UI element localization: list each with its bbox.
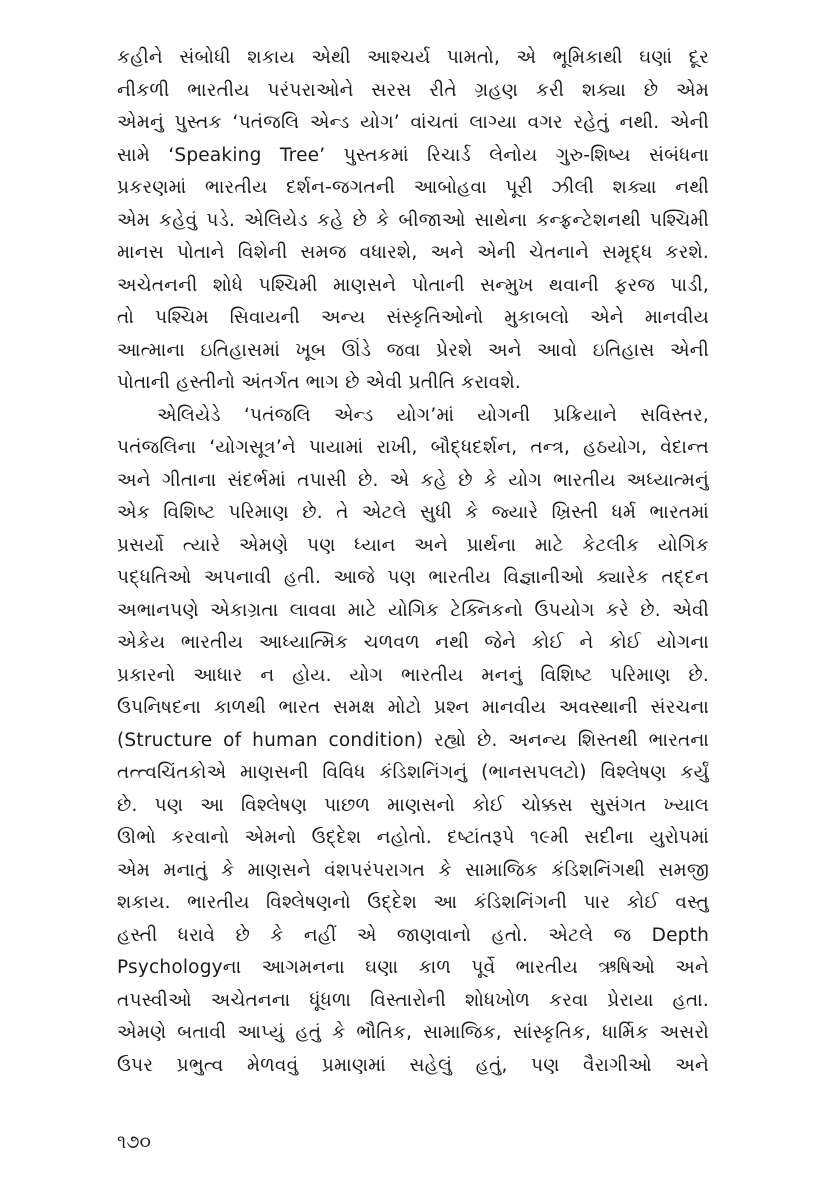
page-number: ૧૭૦ (117, 1131, 151, 1153)
text-line: પ્રકરણમાં ભારતીય દર્શન-જગતની આબોહવા પૂરી ઝીલી શક્યા નથી (117, 177, 709, 198)
text-line: તપસ્વીઓ અચેતનના ધૂંધળા વિસ્તારોની શોધખોળ કરવા પ્રેરાયા હતા. (117, 989, 709, 1011)
text-line: એમનું પુસ્તક ‘પતંજલિ એન્ડ યોગ’ વાંચતાં લાગ્યા વગર રહેતું નથી. એની (117, 112, 709, 133)
paragraph-1 (117, 42, 709, 400)
text-line: સામે ‘Speaking Tree’ પુસ્તકમાં રિચાર્ડ લેનોય ગુરુ-શિષ્ય સંબંધના (117, 144, 709, 166)
text-line: તત્ત્વચિંતકોએ માણસની વિવિધ કંડિશનિંગનું (ભાનસપલટો) વિશ્લેષણ કર્યું (117, 762, 709, 783)
text-line: પ્રસર્યો ત્યારે એમણે પણ ધ્યાન અને પ્રાર્થના માટે કેટલીક યોગિક (117, 534, 709, 556)
text-line: Psychologyના આગમનના ઘણા કાળ પૂર્વે ભારતીય ઋષિઓ અને (117, 957, 709, 978)
text-line: (Structure of human condition) રહ્યો છે. અનન્ય શિસ્તથી ભારતના (117, 729, 709, 751)
text-line: એમ કહેવું પડે. એલિયેડ કહે છે કે બીજાઓ સાથેના કન્ફ્રન્ટેશનથી પશ્ચિમી (117, 209, 709, 231)
text-line: એલિયેડે ‘પતંજલિ એન્ડ યોગ’માં યોગની પ્રક્રિયાને સવિસ્તર, (157, 404, 709, 426)
text-line: અચેતનની શોધે પશ્ચિમી માણસને પોતાની સન્મુખ થવાની ફરજ પાડી, (117, 274, 709, 296)
text-line: એમણે બતાવી આપ્યું હતું કે ભૌતિક, સામાજિક, સાંસ્કૃતિક, ધાર્મિક અસરો (117, 1022, 709, 1043)
text-line: છે. પણ આ વિશ્લેષણ પાછળ માણસનો કોઈ ચોક્કસ સુસંગત ખ્યાલ (117, 794, 709, 816)
text-line: હસ્તી ધરાવે છે કે નહીં એ જાણવાનો હતો. એટલે જ Depth (117, 924, 709, 946)
paragraph-2 (117, 400, 709, 1083)
text-line: ઊભો કરવાનો એમનો ઉદ્દેશ નહોતો. દષ્ટાંતરૂપે ૧૯મી સદીના યુરોપમાં (117, 827, 709, 848)
text-line: ઉપનિષદના કાળથી ભારત સમક્ષ મોટો પ્રશ્ન માનવીય અવસ્થાની સંરચના (117, 697, 709, 718)
text-line: અભાનપણે એકાગ્રતા લાવવા માટે યોગિક ટેક્નિકનો ઉપયોગ કરે છે. એવી (117, 599, 709, 621)
text-line: પ્રકારનો આધાર ન હોય. યોગ ભારતીય મનનું વિશિષ્ટ પરિમાણ છે. (117, 664, 709, 686)
text-line: નીકળી ભારતીય પરંપરાઓને સરસ રીતે ગ્રહણ કરી શક્યા છે એમ (117, 79, 709, 101)
text-line: પદ્ધતિઓ અપનાવી હતી. આજે પણ ભારતીય વિજ્ઞાનીઓ ક્યારેક તદ્દન (117, 567, 709, 588)
text-line: કહીને સંબોધી શકાય એથી આશ્ચર્ય પામતો, એ ભૂમિકાથી ઘણાં દૂર (117, 47, 709, 68)
text-line: પોતાની હસ્તીનો અંતર્ગત ભાગ છે એવી પ્રતીતિ કરાવશે. (117, 372, 522, 393)
text-line: માનસ પોતાને વિશેની સમજ વધારશે, અને એની ચેતનાને સમૃદ્ધ કરશે. (117, 242, 709, 263)
text-line: તો પશ્ચિમ સિવાયની અન્ય સંસ્કૃતિઓનો મુકાબલો એને માનવીય (117, 307, 709, 328)
text-line: શકાય. ભારતીય વિશ્લેષણનો ઉદ્દેશ આ કંડિશનિંગની પાર કોઈ વસ્તુ (117, 892, 709, 913)
text-line: આત્માના ઇતિહાસમાં ખૂબ ઊંડે જવા પ્રેરશે અને આવો ઇતિહાસ એની (117, 339, 709, 361)
body-text (117, 42, 709, 1082)
text-line: એમ મનાતું કે માણસને વંશપરંપરાગત કે સામાજિક કંડિશનિંગથી સમજી (117, 859, 709, 881)
text-line: એકેય ભારતીય આધ્યાત્મિક ચળવળ નથી જેને કોઈ ને કોઈ યોગના (117, 632, 709, 653)
text-line: એક વિશિષ્ટ પરિમાણ છે. તે એટલે સુધી કે જ્યારે ખ્રિસ્તી ધર્મ ભારતમાં (117, 502, 709, 523)
text-line: પતંજલિના ‘યોગસૂત્ર’ને પાયામાં રાખી, બૌદ્ધદર્શન, તન્ત્ર, હઠયોગ, વેદાન્ત (117, 437, 709, 458)
text-line: અને ગીતાના સંદર્ભમાં તપાસી છે. એ કહે છે કે યોગ ભારતીય અધ્યાત્મનું (117, 469, 709, 491)
text-line: ઉપર પ્રભુત્વ મેળવવું પ્રમાણમાં સહેલું હતું, પણ વૈરાગીઓ અને (117, 1054, 709, 1076)
